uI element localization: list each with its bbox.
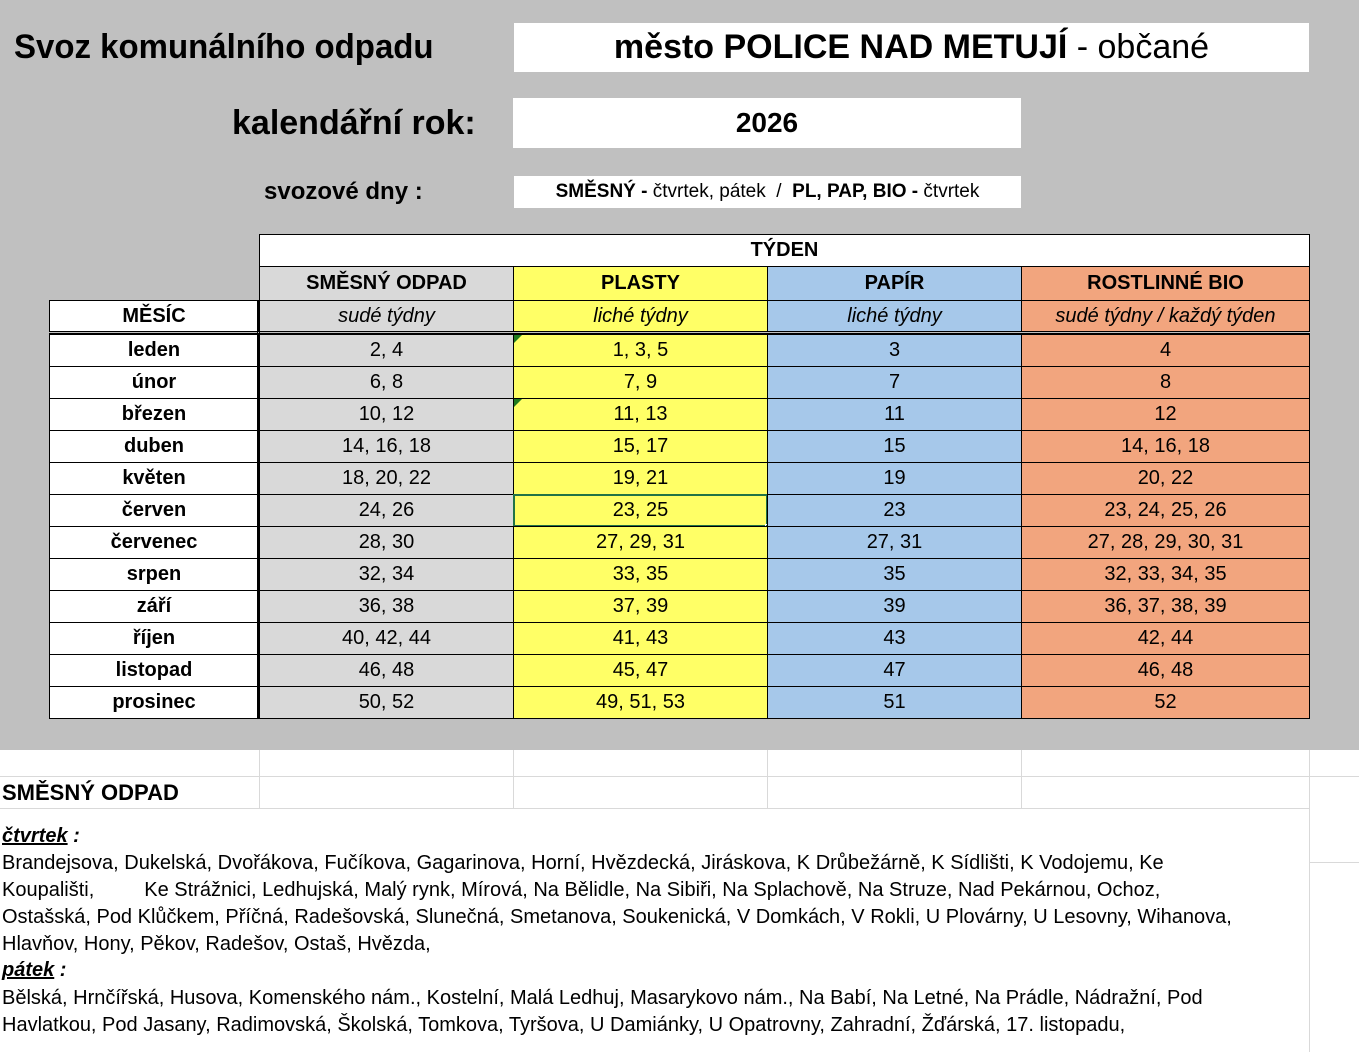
week-cell-plastic[interactable]: 49, 51, 53 — [513, 686, 768, 719]
week-cell-bio[interactable]: 46, 48 — [1021, 654, 1310, 687]
comment-indicator-icon — [514, 399, 522, 407]
week-cell-mixed[interactable]: 32, 34 — [259, 558, 514, 591]
week-cell-plastic[interactable]: 7, 9 — [513, 366, 768, 399]
column-header-bio[interactable]: ROSTLINNÉ BIO — [1021, 266, 1310, 301]
main-title: Svoz komunálního odpadu — [14, 28, 434, 66]
week-cell-bio[interactable]: 36, 37, 38, 39 — [1021, 590, 1310, 623]
week-cell-paper[interactable]: 51 — [767, 686, 1022, 719]
week-cell-mixed[interactable]: 50, 52 — [259, 686, 514, 719]
month-cell[interactable]: březen — [49, 398, 259, 431]
collection-days-cell[interactable] — [514, 176, 1021, 208]
month-cell[interactable]: říjen — [49, 622, 259, 655]
week-cell-paper[interactable]: 35 — [767, 558, 1022, 591]
week-cell-bio[interactable]: 12 — [1021, 398, 1310, 431]
week-cell-bio[interactable]: 42, 44 — [1021, 622, 1310, 655]
week-header[interactable]: TÝDEN — [259, 234, 1310, 267]
column-header-plastic[interactable]: PLASTY — [513, 266, 768, 301]
week-cell-mixed[interactable]: 40, 42, 44 — [259, 622, 514, 655]
year-label: kalendářní rok: — [232, 104, 476, 142]
month-cell[interactable]: prosinec — [49, 686, 259, 719]
selected-cell[interactable]: 23, 25 — [513, 494, 768, 527]
column-header-paper[interactable]: PAPÍR — [767, 266, 1022, 301]
month-column-separator — [257, 300, 260, 719]
comment-indicator-icon — [514, 335, 522, 343]
week-cell-plastic[interactable]: 1, 3, 5 — [513, 334, 768, 367]
week-cell-mixed[interactable]: 14, 16, 18 — [259, 430, 514, 463]
week-cell-paper[interactable]: 47 — [767, 654, 1022, 687]
friday-label — [2, 959, 66, 982]
week-cell-plastic[interactable]: 15, 17 — [513, 430, 768, 463]
mixed-days-value: čtvrtek, pátek / — [647, 181, 793, 202]
week-cell-paper[interactable]: 23 — [767, 494, 1022, 527]
month-cell[interactable]: květen — [49, 462, 259, 495]
collection-days-label: svozové dny : — [264, 178, 423, 205]
friday-label-text: pátek — [2, 959, 55, 981]
mixed-days-label: SMĚSNÝ - — [555, 181, 648, 202]
thursday-label-text: čtvrtek — [2, 825, 68, 847]
week-cell-plastic[interactable]: 19, 21 — [513, 462, 768, 495]
friday-streets: Bělská, Hrnčířská, Husova, Komenského nám., Kostelní, Malá Ledhuj, Masarykovo nám., Na Babí, Na Letné, Na Prádle, Nádražní, Pod Havlatkou, Pod Jasany, Radimovská, Školská, Tomkova, Tyršova, U Damiánky, U Opatrovny, Zahradní, Žďárská, 17. listopadu, — [2, 987, 1203, 1036]
week-cell-bio[interactable]: 23, 24, 25, 26 — [1021, 494, 1310, 527]
week-cell-bio[interactable]: 20, 22 — [1021, 462, 1310, 495]
month-header[interactable]: MĚSÍC — [49, 300, 259, 332]
month-cell[interactable]: červen — [49, 494, 259, 527]
thursday-label — [2, 825, 80, 848]
month-cell[interactable]: červenec — [49, 526, 259, 559]
city-suffix: - občané — [1067, 28, 1210, 66]
week-cell-plastic[interactable]: 27, 29, 31 — [513, 526, 768, 559]
week-cell-paper[interactable]: 19 — [767, 462, 1022, 495]
city-cell[interactable] — [514, 23, 1309, 72]
week-cell-plastic[interactable]: 37, 39 — [513, 590, 768, 623]
week-cell-bio[interactable]: 32, 33, 34, 35 — [1021, 558, 1310, 591]
column-header-mixed[interactable]: SMĚSNÝ ODPAD — [259, 266, 514, 301]
week-cell-plastic[interactable]: 11, 13 — [513, 398, 768, 431]
column-subheader-mixed[interactable]: sudé týdny — [259, 300, 514, 332]
other-days-label: PL, PAP, BIO - — [792, 181, 919, 202]
month-cell[interactable]: listopad — [49, 654, 259, 687]
week-cell-mixed[interactable]: 28, 30 — [259, 526, 514, 559]
month-cell[interactable]: únor — [49, 366, 259, 399]
week-cell-mixed[interactable]: 2, 4 — [259, 334, 514, 367]
week-cell-paper[interactable]: 27, 31 — [767, 526, 1022, 559]
month-cell[interactable]: duben — [49, 430, 259, 463]
week-cell-mixed[interactable]: 46, 48 — [259, 654, 514, 687]
week-cell-bio[interactable]: 8 — [1021, 366, 1310, 399]
week-cell-paper[interactable]: 7 — [767, 366, 1022, 399]
week-cell-paper[interactable]: 11 — [767, 398, 1022, 431]
week-cell-bio[interactable]: 14, 16, 18 — [1021, 430, 1310, 463]
week-cell-plastic[interactable]: 33, 35 — [513, 558, 768, 591]
year-cell[interactable]: 2026 — [513, 98, 1021, 148]
column-subheader-paper[interactable]: liché týdny — [767, 300, 1022, 332]
week-cell-paper[interactable]: 39 — [767, 590, 1022, 623]
week-cell-paper[interactable]: 3 — [767, 334, 1022, 367]
week-cell-bio[interactable]: 52 — [1021, 686, 1310, 719]
month-cell[interactable]: srpen — [49, 558, 259, 591]
week-cell-bio[interactable]: 4 — [1021, 334, 1310, 367]
week-cell-mixed[interactable]: 6, 8 — [259, 366, 514, 399]
week-cell-mixed[interactable]: 36, 38 — [259, 590, 514, 623]
header-separator — [49, 331, 1310, 334]
month-cell[interactable]: leden — [49, 334, 259, 367]
week-cell-paper[interactable]: 43 — [767, 622, 1022, 655]
column-subheader-bio[interactable]: sudé týdny / každý týden — [1021, 300, 1310, 332]
week-cell-mixed[interactable]: 24, 26 — [259, 494, 514, 527]
mixed-waste-title: SMĚSNÝ ODPAD — [2, 780, 179, 805]
week-cell-mixed[interactable]: 18, 20, 22 — [259, 462, 514, 495]
week-cell-plastic[interactable]: 41, 43 — [513, 622, 768, 655]
week-cell-plastic[interactable]: 45, 47 — [513, 654, 768, 687]
thursday-colon: : — [67, 825, 80, 847]
friday-colon: : — [54, 959, 67, 981]
thursday-streets: Brandejsova, Dukelská, Dvořákova, Fučíkova, Gagarinova, Horní, Hvězdecká, Jiráskova, K Drůbežárně, K Sídlišti, K Vodojemu, Ke Koupališti, Ke Strážnici, Ledhujská, Malý rynk, Mírová, Na Bělidle, Na Sibiři, Na Splachově, Na Struze, Nad Pekárnou, Ochoz, Ostašská, Pod Klůčkem, Příčná, Radešovská, Slunečná, Smetanova, Soukenická, V Domkách, V Rokli, U Plovárny, U Lesovny, Wihanova, Hlavňov, Hony, Pěkov, Radešov, Ostaš, Hvězda, — [2, 852, 1232, 955]
column-subheader-plastic[interactable]: liché týdny — [513, 300, 768, 332]
city-name: město POLICE NAD METUJÍ — [613, 28, 1068, 66]
other-days-value: čtvrtek — [918, 181, 980, 202]
week-cell-paper[interactable]: 15 — [767, 430, 1022, 463]
week-cell-bio[interactable]: 27, 28, 29, 30, 31 — [1021, 526, 1310, 559]
week-cell-mixed[interactable]: 10, 12 — [259, 398, 514, 431]
month-cell[interactable]: září — [49, 590, 259, 623]
